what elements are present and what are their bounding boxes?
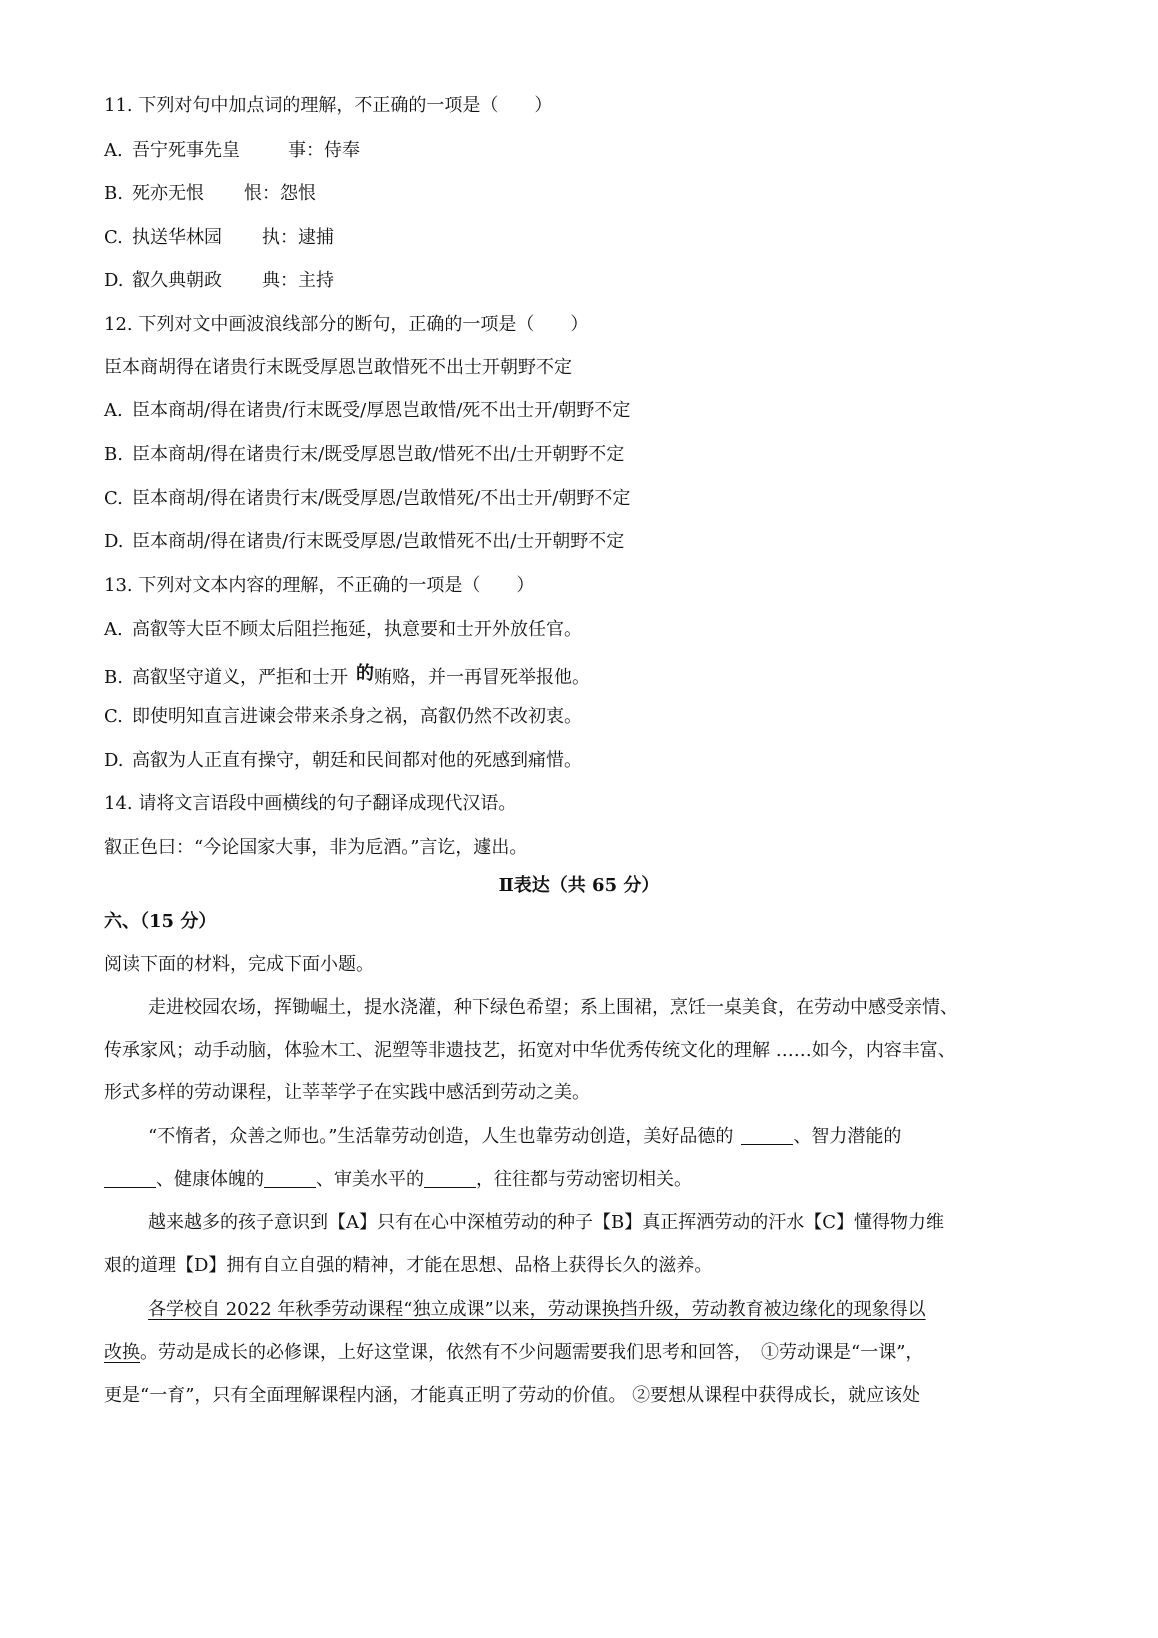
option-text: 叡久典朝政 (132, 270, 222, 291)
q12-option-a (104, 399, 630, 423)
para1-line1: 走进校园农场，挥锄崛土，提水浇灌，种下绿色希望；系上围裙，烹饪一桌美食，在劳动中感受亲情、 (148, 997, 958, 1018)
q13-option-c (104, 705, 582, 729)
option-label: C. (104, 488, 123, 509)
q14-stem: 14. 请将文言语段中画横线的句子翻译成现代汉语。 (104, 793, 517, 814)
option-text: 死亦无恨 (132, 183, 204, 204)
option-label: C. (104, 706, 123, 727)
option-text: 臣本商胡/得在诸贵行末/既受厚恩岂敢/惜死不出/士开朝野不定 (132, 444, 625, 465)
underlined-sentence-end: 改换 (104, 1342, 140, 1363)
q14-passage: 叡正色曰：“今论国家大事，非为卮酒。”言讫，遽出。 (104, 837, 528, 858)
underlined-sentence: 各学校自 2022 年秋季劳动课程“独立成课”以来，劳动课换挡升级，劳动教育被边缘化的现象得以 (148, 1299, 926, 1320)
q11-stem: 11. 下列对句中加点词的理解，不正确的一项是（ ） (104, 95, 553, 116)
option-text: 吾宁死事先皇 (132, 140, 240, 161)
option-text: 高叡为人正直有操守，朝廷和民间都对他的死感到痛惜。 (132, 750, 582, 771)
option-label: D. (104, 270, 124, 291)
para3-line1: 越来越多的孩子意识到【A】只有在心中深植劳动的种子【B】真正挥洒劳动的汗水【C】懂得物力维 (148, 1212, 944, 1233)
option-text: 臣本商胡/得在诸贵/行末既受/厚恩岂敢惜/死不出士开/朝野不定 (132, 400, 631, 421)
option-label: B. (104, 183, 123, 204)
para2-line1 (148, 1125, 901, 1149)
option-gloss: 典：主持 (262, 270, 334, 291)
para4-line1 (148, 1298, 926, 1322)
q13-option-a (104, 618, 582, 642)
option-gloss: 恨：怨恨 (244, 183, 316, 204)
q13-option-d (104, 749, 582, 773)
q12-passage: 臣本商胡得在诸贵行末既受厚恩岂敢惜死不出士开朝野不定 (104, 357, 572, 378)
option-text: 臣本商胡/得在诸贵/行末既受厚恩/岂敢惜死不出/士开朝野不定 (132, 531, 625, 552)
option-label: B. (104, 444, 123, 465)
para4-line2 (104, 1341, 923, 1365)
option-label: A. (104, 140, 123, 161)
q11-option-a (104, 139, 360, 163)
option-text-b: 贿赂，并一再冒死举报他。 (374, 667, 590, 688)
option-label: D. (104, 531, 124, 552)
para2-line2 (104, 1168, 692, 1192)
option-text: 即使明知直言进谏会带来杀身之祸，高叡仍然不改初衷。 (132, 706, 582, 727)
option-gloss: 执：逮捕 (262, 227, 334, 248)
option-text-a: 高叡坚守道义，严拒和士开 (132, 667, 348, 688)
q13-option-b (104, 663, 590, 690)
q11-option-d (104, 269, 334, 293)
option-label: B. (104, 667, 123, 688)
instruction: 阅读下面的材料，完成下面小题。 (104, 954, 374, 975)
para2-text: “不惰者，众善之师也。”生活靠劳动创造，人生也靠劳动创造，美好品德的 (148, 1126, 734, 1147)
option-gloss: 事：侍奉 (288, 140, 360, 161)
q11-option-b (104, 182, 316, 206)
option-label: D. (104, 750, 124, 771)
option-label: A. (104, 400, 123, 421)
option-text-de: 的 (356, 663, 374, 684)
para2-seg-c: ，往往都与劳动密切相关。 (476, 1169, 692, 1190)
option-text: 臣本商胡/得在诸贵行末/既受厚恩/岂敢惜死/不出士开/朝野不定 (132, 488, 631, 509)
option-text: 高叡等大臣不顾太后阻拦拖延，执意要和士开外放任官。 (132, 619, 582, 640)
para2-seg-b: 、审美水平的 (316, 1169, 424, 1190)
para1-line3: 形式多样的劳动课程，让莘莘学子在实践中感活到劳动之美。 (104, 1082, 590, 1103)
option-label: C. (104, 227, 123, 248)
fill-blank-3[interactable] (264, 1169, 316, 1188)
para3-line2: 艰的道理【D】拥有自立自强的精神，才能在思想、品格上获得长久的滋养。 (104, 1255, 713, 1276)
part-six-heading: 六、（15 分） (104, 911, 217, 932)
fill-blank-4[interactable] (424, 1169, 476, 1188)
para4-line3: 更是“一育”，只有全面理解课程内涵，才能真正明了劳动的价值。 ②要想从课程中获得成长，就应该处 (104, 1385, 921, 1406)
fill-blank-2[interactable] (104, 1169, 156, 1188)
q12-option-b (104, 443, 624, 467)
q12-option-c (104, 487, 630, 511)
q13-stem: 13. 下列对文本内容的理解，不正确的一项是（ ） (104, 575, 535, 596)
para1-line2: 传承家风；动手动脑，体验木工、泥塑等非遗技艺，拓宽对中华优秀传统文化的理解 ……如今，内容丰富、 (104, 1040, 956, 1061)
option-text: 执送华林园 (132, 227, 222, 248)
para2-seg-a: 、健康体魄的 (156, 1169, 264, 1190)
q12-option-d (104, 530, 624, 554)
section-title: Ⅱ表达（共 65 分） (498, 875, 660, 896)
option-label: A. (104, 619, 123, 640)
para4-text: 。劳动是成长的必修课，上好这堂课，依然有不少问题需要我们思考和回答， ①劳动课是“一课”， (140, 1342, 924, 1363)
q11-option-c (104, 226, 334, 250)
fill-blank-1[interactable] (741, 1126, 793, 1145)
q12-stem: 12. 下列对文中画波浪线部分的断句，正确的一项是（ ） (104, 314, 589, 335)
para2-tail: 、智力潜能的 (793, 1126, 902, 1147)
